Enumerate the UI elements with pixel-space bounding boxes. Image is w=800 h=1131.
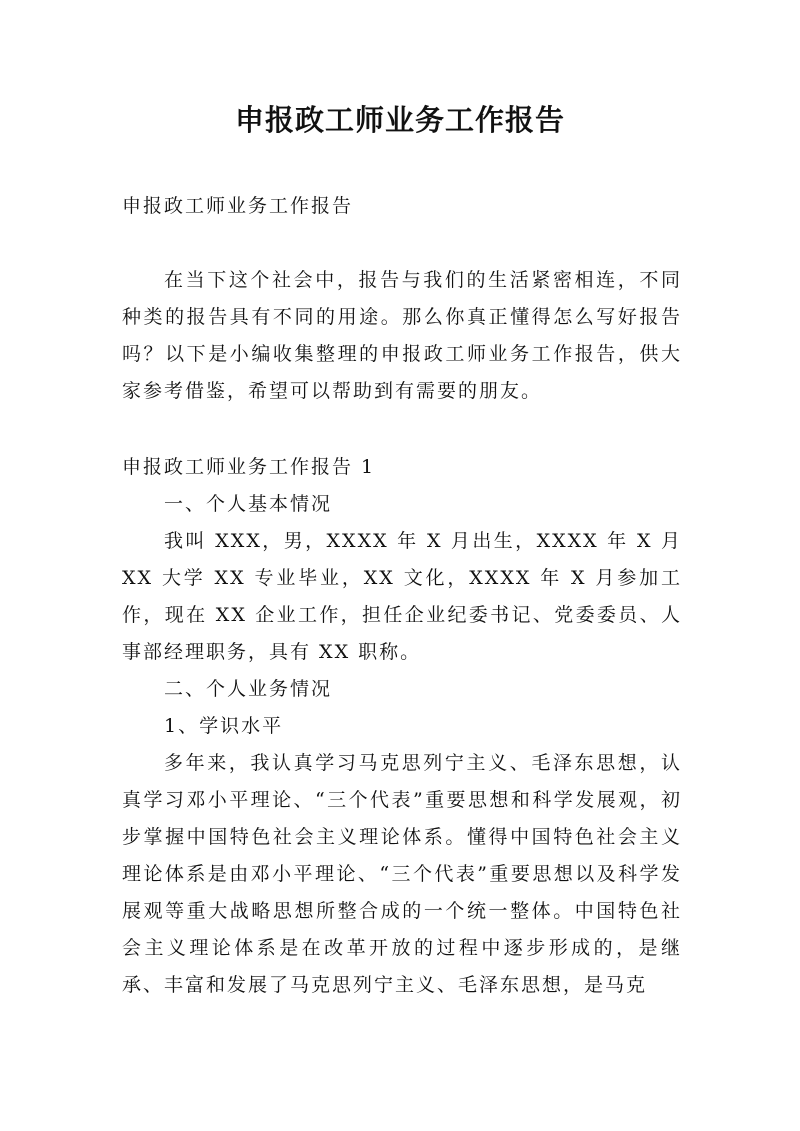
document-subtitle: 申报政工师业务工作报告 [122,195,354,217]
document-title: 申报政工师业务工作报告 [234,103,565,137]
knowledge-paragraph: 多年来，我认真学习马克思列宁主义、毛泽东思想，认真学习邓小平理论、“三个代表”重要思想和科学发展观，初步掌握中国特色社会主义理论体系。懂得中国特色社会主义理论体系是由邓小平理论、“三个代表”重要思想以及科学发展观等重大战略思想所整合成的一个统一整体。中国特色社会主义理论体系是在改革开放的过程中逐步形成的，是继承、丰富和发展了马克思列宁主义、毛泽东思想，是马克 [122,752,682,996]
heading-basic-info: 一、个人基本情况 [164,493,333,515]
heading-knowledge-level: 1、学识水平 [164,715,284,737]
intro-paragraph: 在当下这个社会中，报告与我们的生活紧密相连，不同种类的报告具有不同的用途。那么你真正懂得怎么写好报告吗？以下是小编收集整理的申报政工师业务工作报告，供大家参考借鉴，希望可以帮助到有需要的朋友。 [122,269,682,402]
section-title: 申报政工师业务工作报告 1 [122,456,376,478]
basic-info-paragraph: 我叫 XXX，男，XXXX 年 X 月出生，XXXX 年 X 月 XX 大学 XX 专业毕业，XX 文化，XXXX 年 X 月参加工作，现在 XX 企业工作，担任企业纪委书记、党委委员、人事部经理职务，具有 XX 职称。 [122,530,682,663]
heading-business-info: 二、个人业务情况 [164,678,333,700]
